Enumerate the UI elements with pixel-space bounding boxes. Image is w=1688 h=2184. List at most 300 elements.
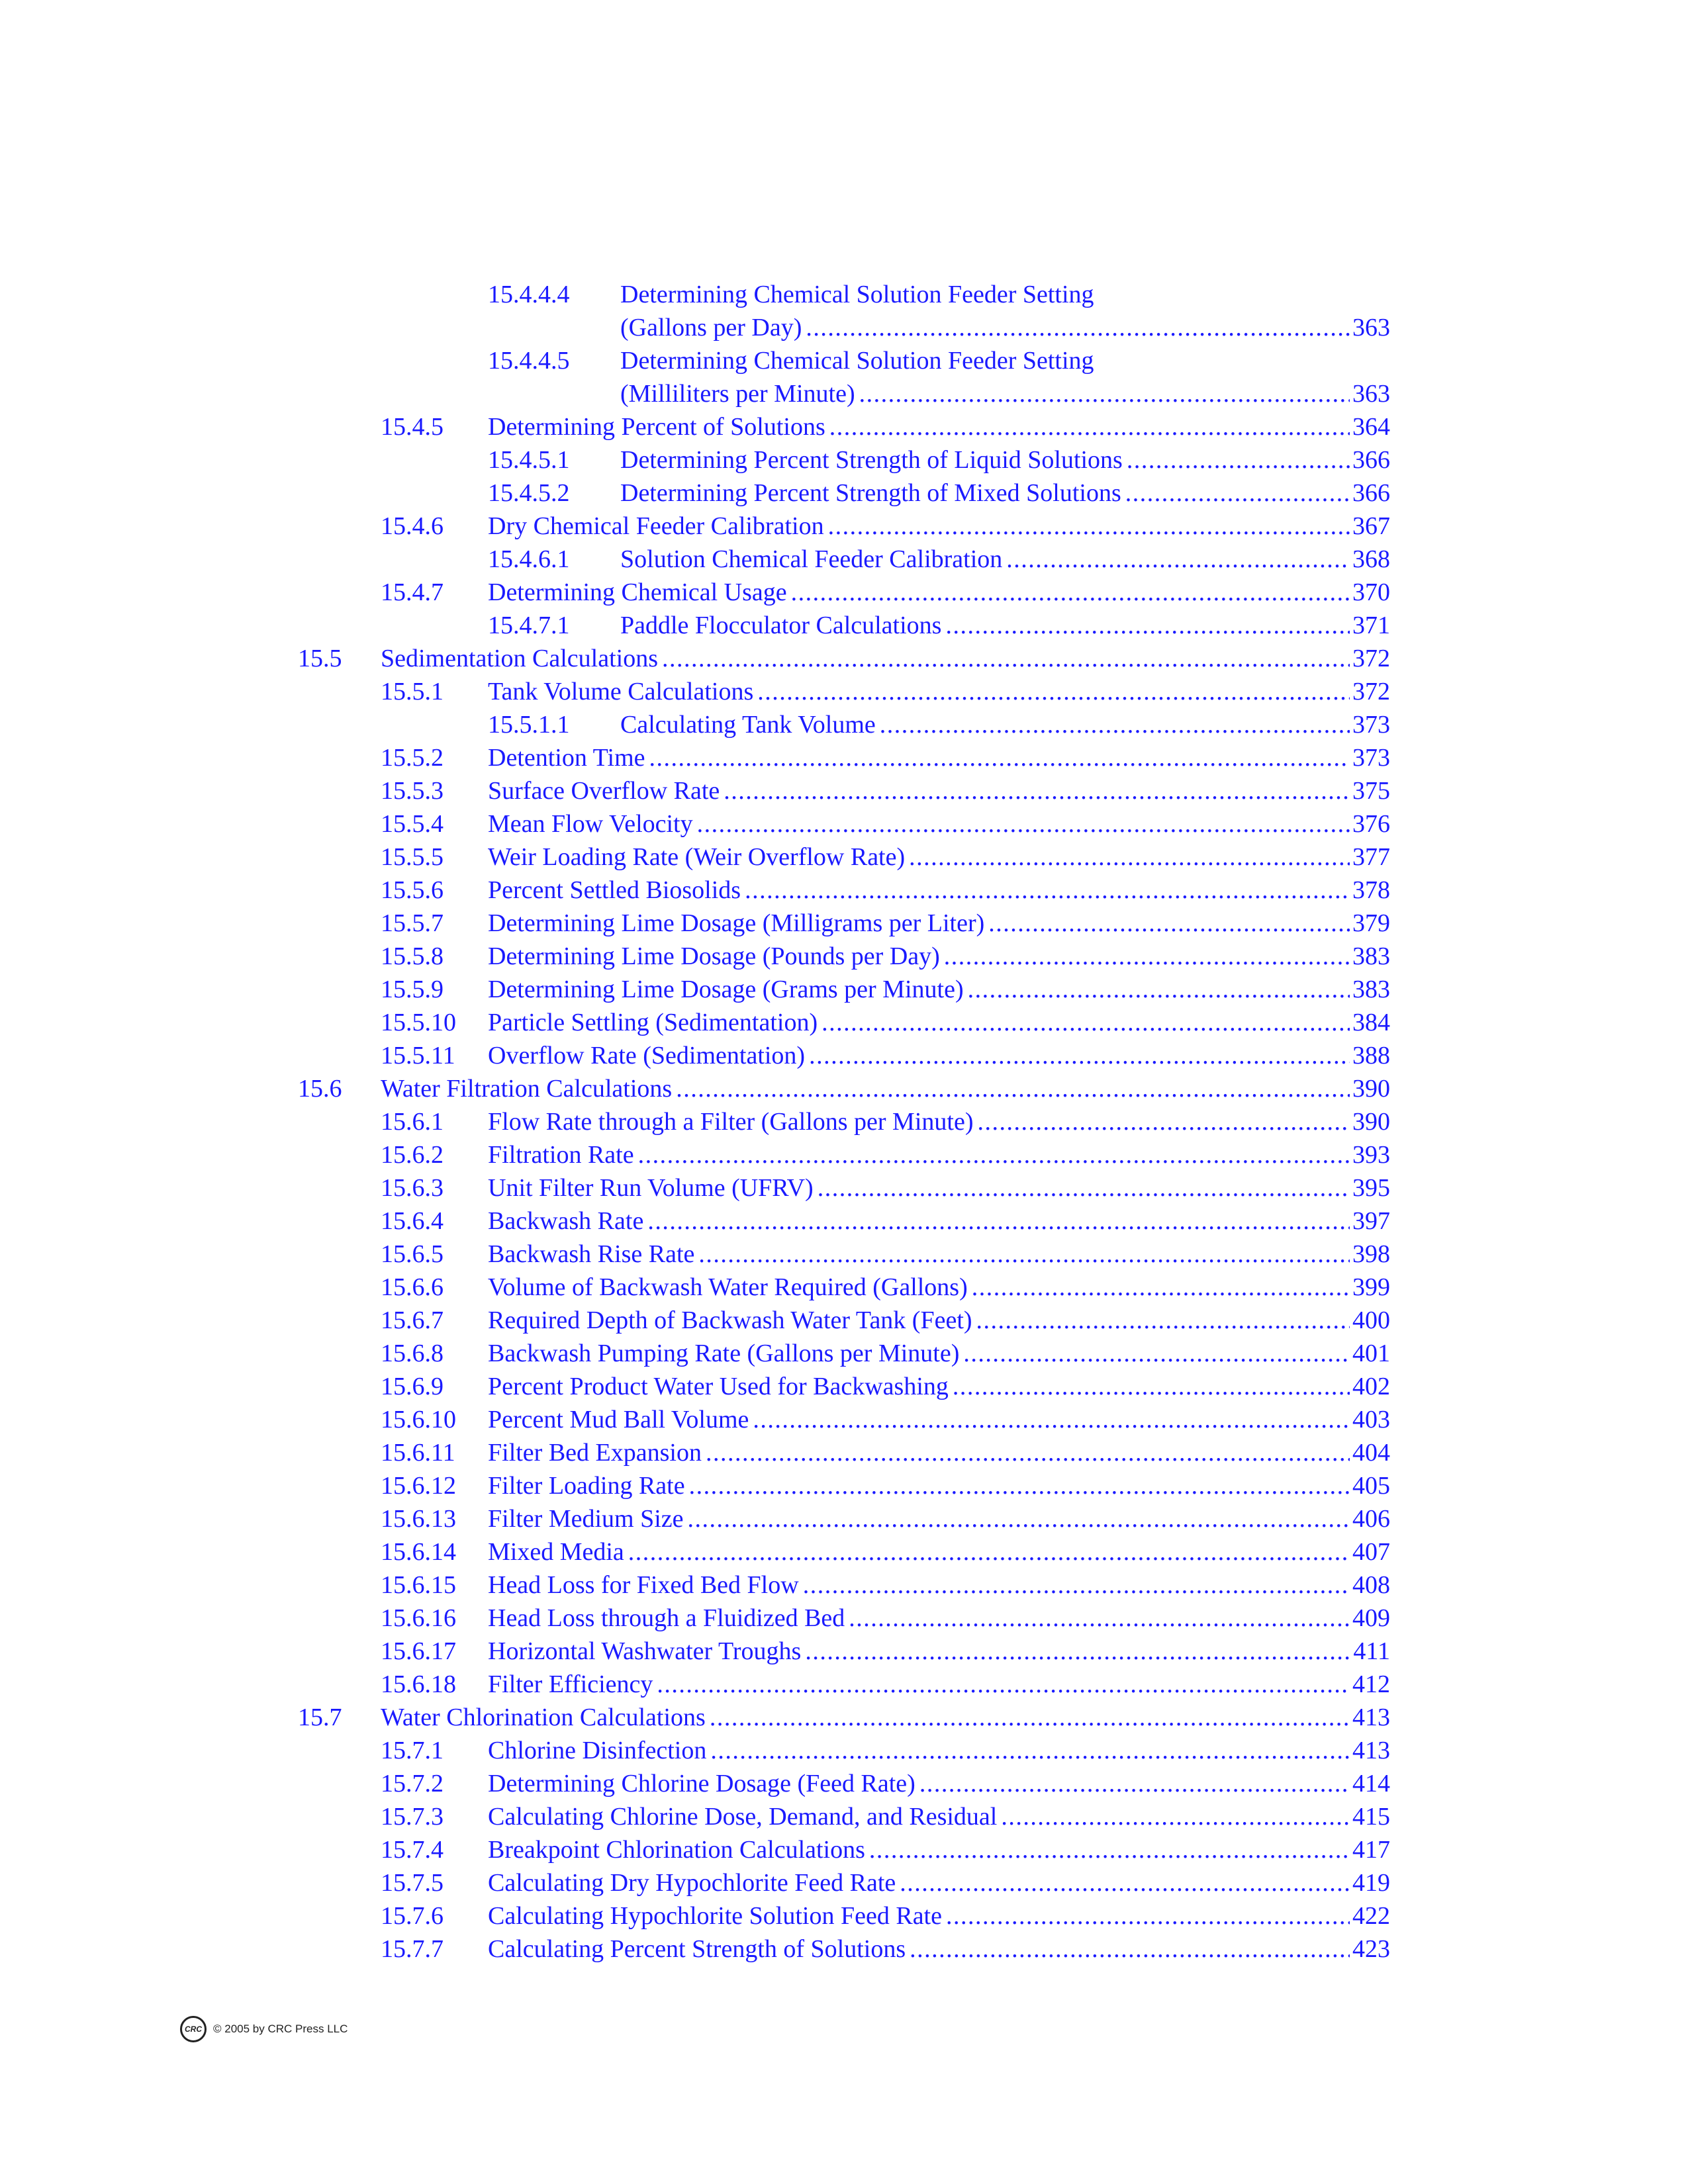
toc-entry-body [488,1436,1390,1469]
toc-entry-body [488,576,1390,609]
toc-entry[interactable] [298,1072,1390,1105]
dot-leader [944,940,1350,973]
dot-leader [688,1502,1350,1535]
dot-leader [689,1469,1350,1502]
toc-entry[interactable] [298,841,1390,874]
toc-entry-title: Detention Time [488,744,645,772]
toc-entry-title: Calculating Chlorine Dose, Demand, and Residual [488,1803,998,1831]
dot-leader [628,1535,1350,1569]
toc-entry-title: Determining Chemical Solution Feeder Setting [620,347,1094,375]
copyright-footer [180,2016,348,2042]
toc-entry-title: Determining Lime Dosage (Grams per Minute) [488,976,964,1003]
toc-entry-title: Mean Flow Velocity [488,810,693,838]
copyright-text: © 2005 by CRC Press LLC [213,2023,348,2035]
dot-leader [662,642,1350,675]
toc-entry-body [488,1502,1390,1535]
toc-entry-page: 390 [1352,1075,1390,1103]
toc-entry[interactable] [298,377,1390,410]
toc-entry-body [488,675,1390,708]
toc-entry-title: Surface Overflow Rate [488,777,720,805]
dot-leader [724,774,1350,807]
dot-leader [919,1767,1350,1800]
toc-entry-title: Solution Chemical Feeder Calibration [620,545,1003,573]
toc-entry-title: Filtration Rate [488,1141,634,1169]
table-of-contents [298,278,1390,1966]
toc-entry[interactable] [298,1635,1390,1668]
toc-entry[interactable] [298,1370,1390,1403]
toc-entry[interactable] [298,1899,1390,1933]
toc-entry-body [488,1138,1390,1171]
toc-entry-title: Volume of Backwash Water Required (Gallons) [488,1273,968,1301]
toc-entry[interactable] [298,1337,1390,1370]
toc-entry-number: 15.4.5.1 [488,446,570,474]
toc-entry-title: Determining Percent of Solutions [488,413,825,441]
dot-leader [968,973,1350,1006]
toc-entry-body [381,1701,1390,1734]
toc-entry-title: Tank Volume Calculations [488,678,754,705]
dot-leader [972,1271,1350,1304]
toc-entry-page: 373 [1352,744,1390,772]
toc-entry-body [488,1006,1390,1039]
toc-entry-body [488,741,1390,774]
toc-entry-number: 15.6.14 [381,1538,456,1566]
toc-entry-number: 15.6.7 [381,1306,444,1334]
toc-entry-body [488,1171,1390,1205]
dot-leader [805,1635,1350,1668]
toc-entry-title: Horizontal Washwater Troughs [488,1637,802,1665]
toc-entry-number: 15.5.2 [381,744,444,772]
toc-entry[interactable] [298,807,1390,841]
toc-entry-page: 366 [1352,446,1390,474]
dot-leader [869,1833,1350,1866]
toc-entry-number: 15.7.2 [381,1770,444,1797]
toc-entry-page: 377 [1352,843,1390,871]
toc-entry[interactable] [298,973,1390,1006]
dot-leader [859,377,1350,410]
toc-entry-page: 412 [1352,1670,1390,1698]
dot-leader [1001,1800,1350,1833]
toc-entry-page: 401 [1352,1340,1390,1367]
toc-entry-title: Paddle Flocculator Calculations [620,612,942,639]
dot-leader [649,741,1350,774]
toc-entry-number: 15.5.5 [381,843,444,871]
toc-entry[interactable] [298,1502,1390,1535]
toc-entry-body [488,1635,1390,1668]
toc-entry-title: Determining Percent Strength of Liquid Solutions [620,446,1123,474]
toc-entry[interactable] [298,1469,1390,1502]
toc-entry[interactable] [298,443,1390,477]
toc-entry-title: Sedimentation Calculations [381,645,658,672]
toc-entry[interactable] [298,609,1390,642]
toc-entry-body [488,1337,1390,1370]
toc-entry-page: 422 [1352,1902,1390,1930]
toc-entry-title: Head Loss through a Fluidized Bed [488,1604,845,1632]
toc-entry-number: 15.7.6 [381,1902,444,1930]
toc-entry-number: 15.6.2 [381,1141,444,1169]
toc-entry-number: 15.5.11 [381,1042,455,1069]
toc-entry[interactable] [298,1602,1390,1635]
toc-entry-body [488,1899,1390,1933]
toc-entry[interactable] [298,1105,1390,1138]
toc-entry-page: 384 [1352,1009,1390,1036]
toc-entry-title: Determining Lime Dosage (Milligrams per Liter) [488,909,985,937]
toc-entry-number: 15.7 [298,1704,342,1731]
toc-entry-number: 15.4.5.2 [488,479,570,507]
toc-entry-body [488,1734,1390,1767]
dot-leader [710,1701,1350,1734]
toc-entry[interactable] [298,1734,1390,1767]
toc-entry[interactable] [298,576,1390,609]
toc-entry-number: 15.4.7.1 [488,612,570,639]
dot-leader [638,1138,1350,1171]
toc-entry[interactable] [298,1800,1390,1833]
toc-entry-title: Percent Settled Biosolids [488,876,741,904]
toc-entry[interactable] [298,410,1390,443]
toc-entry-body [488,807,1390,841]
toc-entry-body [620,443,1390,477]
toc-entry-body [488,1469,1390,1502]
dot-leader [849,1602,1350,1635]
toc-entry[interactable] [298,907,1390,940]
toc-entry-number: 15.6 [298,1075,342,1103]
toc-entry-body [488,973,1390,1006]
toc-entry-title: Calculating Dry Hypochlorite Feed Rate [488,1869,896,1897]
toc-entry[interactable] [298,1304,1390,1337]
toc-entry-title: Flow Rate through a Filter (Gallons per Minute) [488,1108,974,1136]
toc-entry-page: 413 [1352,1737,1390,1764]
toc-entry-number: 15.6.1 [381,1108,444,1136]
toc-entry-body [488,1370,1390,1403]
toc-entry-number: 15.6.10 [381,1406,456,1433]
toc-entry[interactable] [298,940,1390,973]
toc-entry-body [488,1833,1390,1866]
toc-entry-number: 15.7.4 [381,1836,444,1864]
toc-entry-number: 15.4.6 [381,512,444,540]
toc-entry[interactable] [298,1171,1390,1205]
toc-entry-body [488,1767,1390,1800]
toc-entry-body [488,907,1390,940]
toc-entry[interactable] [298,1205,1390,1238]
toc-entry-number: 15.6.17 [381,1637,456,1665]
dot-leader [698,1238,1350,1271]
toc-entry-number: 15.7.1 [381,1737,444,1764]
dot-leader [900,1866,1350,1899]
toc-entry-page: 372 [1352,645,1390,672]
toc-entry[interactable] [298,477,1390,510]
dot-leader [757,675,1350,708]
toc-entry-title: Dry Chemical Feeder Calibration [488,512,824,540]
crc-logo: CRC [180,2016,207,2042]
toc-entry-body [620,278,1390,311]
toc-entry-body [488,1403,1390,1436]
dot-leader [821,1006,1350,1039]
dot-leader [706,1436,1350,1469]
toc-entry-title: Particle Settling (Sedimentation) [488,1009,818,1036]
toc-entry-page: 364 [1352,413,1390,441]
toc-entry[interactable] [298,1933,1390,1966]
dot-leader [809,1039,1350,1072]
dot-leader [753,1403,1350,1436]
toc-entry[interactable] [298,1668,1390,1701]
toc-entry[interactable] [298,1701,1390,1734]
toc-entry-number: 15.5.4 [381,810,444,838]
toc-entry-page: 397 [1352,1207,1390,1235]
toc-entry-number: 15.5.9 [381,976,444,1003]
toc-entry-number: 15.5.10 [381,1009,456,1036]
toc-entry-body [620,708,1390,741]
toc-entry-page: 370 [1352,578,1390,606]
toc-entry-number: 15.5.6 [381,876,444,904]
toc-entry-body [620,311,1390,344]
toc-entry-number: 15.6.15 [381,1571,456,1599]
dot-leader [1127,443,1350,477]
toc-entry[interactable] [298,1138,1390,1171]
toc-entry-number: 15.7.3 [381,1803,444,1831]
toc-entry-page: 415 [1352,1803,1390,1831]
toc-entry-page: 367 [1352,512,1390,540]
toc-entry-number: 15.6.18 [381,1670,456,1698]
dot-leader [697,807,1350,841]
toc-entry[interactable] [298,1436,1390,1469]
toc-entry[interactable] [298,1833,1390,1866]
toc-entry[interactable] [298,1767,1390,1800]
toc-entry-title: Determining Chlorine Dosage (Feed Rate) [488,1770,915,1797]
toc-entry-number: 15.4.7 [381,578,444,606]
dot-leader [710,1734,1350,1767]
toc-entry-title: Determining Lime Dosage (Pounds per Day) [488,942,940,970]
toc-entry-number: 15.6.5 [381,1240,444,1268]
toc-entry-page: 407 [1352,1538,1390,1566]
dot-leader [909,841,1350,874]
toc-entry-body [381,642,1390,675]
dot-leader [945,609,1350,642]
toc-entry-number: 15.7.7 [381,1935,444,1963]
toc-entry-page: 417 [1352,1836,1390,1864]
toc-entry-page: 363 [1352,380,1390,408]
toc-entry-page: 390 [1352,1108,1390,1136]
toc-entry-page: 411 [1353,1637,1390,1665]
toc-entry-number: 15.6.3 [381,1174,444,1202]
toc-entry[interactable] [298,311,1390,344]
dot-leader [1125,477,1350,510]
toc-entry-body [488,774,1390,807]
toc-entry-page: 368 [1352,545,1390,573]
toc-entry-number: 15.6.6 [381,1273,444,1301]
toc-entry-page: 379 [1352,909,1390,937]
dot-leader [657,1668,1350,1701]
toc-entry[interactable] [298,774,1390,807]
toc-entry-number: 15.4.5 [381,413,444,441]
toc-entry-page: 395 [1352,1174,1390,1202]
toc-entry-number: 15.4.4.5 [488,347,570,375]
toc-entry-body [488,1039,1390,1072]
toc-entry-title: Determining Chemical Solution Feeder Setting [620,281,1094,308]
toc-entry-page: 383 [1352,976,1390,1003]
toc-entry-body [488,1602,1390,1635]
toc-entry-page: 403 [1352,1406,1390,1433]
toc-entry-page: 366 [1352,479,1390,507]
dot-leader [676,1072,1350,1105]
toc-entry-page: 373 [1352,711,1390,739]
toc-entry-title: Determining Chemical Usage [488,578,787,606]
dot-leader [978,1105,1350,1138]
toc-entry-title: Filter Efficiency [488,1670,653,1698]
dot-leader [976,1304,1350,1337]
toc-entry-page: 413 [1352,1704,1390,1731]
toc-entry-title: Overflow Rate (Sedimentation) [488,1042,806,1069]
toc-entry-body [488,1569,1390,1602]
dot-leader [963,1337,1350,1370]
toc-entry-title: Backwash Rate [488,1207,644,1235]
dot-leader [946,1899,1350,1933]
toc-entry[interactable] [298,344,1390,377]
toc-entry-page: 376 [1352,810,1390,838]
toc-entry-body [620,344,1390,377]
toc-entry-body [620,377,1390,410]
dot-leader [803,1569,1350,1602]
toc-entry-page: 423 [1352,1935,1390,1963]
toc-entry-page: 372 [1352,678,1390,705]
toc-entry-body [488,1304,1390,1337]
toc-entry-body [488,940,1390,973]
toc-entry-body [488,1800,1390,1833]
toc-entry-number: 15.5.8 [381,942,444,970]
dot-leader [829,410,1350,443]
toc-entry[interactable] [298,1403,1390,1436]
toc-entry-number: 15.5.7 [381,909,444,937]
toc-entry-page: 375 [1352,777,1390,805]
toc-entry-title: (Gallons per Day) [620,314,802,341]
toc-entry-number: 15.6.12 [381,1472,456,1500]
toc-entry-body [488,1271,1390,1304]
toc-entry-number: 15.5.3 [381,777,444,805]
toc-entry-body [488,1866,1390,1899]
toc-entry-page: 399 [1352,1273,1390,1301]
toc-entry-body [488,1668,1390,1701]
toc-entry-body [620,477,1390,510]
toc-entry-title: Backwash Pumping Rate (Gallons per Minute) [488,1340,960,1367]
toc-entry-title: Percent Mud Ball Volume [488,1406,749,1433]
toc-entry-title: Filter Bed Expansion [488,1439,702,1467]
toc-entry-body [620,543,1390,576]
toc-entry-number: 15.5 [298,645,342,672]
toc-entry-body [381,1072,1390,1105]
toc-entry-number: 15.6.8 [381,1340,444,1367]
toc-entry-page: 409 [1352,1604,1390,1632]
toc-entry-number: 15.5.1.1 [488,711,570,739]
toc-entry-title: Unit Filter Run Volume (UFRV) [488,1174,814,1202]
toc-entry-title: Filter Medium Size [488,1505,684,1533]
toc-entry-body [488,874,1390,907]
toc-entry-body [488,1535,1390,1569]
toc-entry-page: 393 [1352,1141,1390,1169]
toc-entry[interactable] [298,543,1390,576]
toc-entry-title: Filter Loading Rate [488,1472,685,1500]
toc-entry-body [488,410,1390,443]
dot-leader [828,510,1350,543]
toc-entry-number: 15.5.1 [381,678,444,705]
toc-entry-number: 15.6.11 [381,1439,455,1467]
toc-entry[interactable] [298,675,1390,708]
toc-entry-page: 378 [1352,876,1390,904]
toc-entry-title: Calculating Hypochlorite Solution Feed Rate [488,1902,942,1930]
toc-entry-body [488,1933,1390,1966]
toc-entry-page: 400 [1352,1306,1390,1334]
toc-entry[interactable] [298,874,1390,907]
toc-entry-page: 402 [1352,1373,1390,1400]
toc-entry-page: 419 [1352,1869,1390,1897]
toc-entry-page: 398 [1352,1240,1390,1268]
dot-leader [880,708,1350,741]
toc-entry[interactable] [298,1866,1390,1899]
toc-entry-page: 383 [1352,942,1390,970]
toc-entry-page: 388 [1352,1042,1390,1069]
toc-entry-number: 15.4.6.1 [488,545,570,573]
toc-entry[interactable] [298,1006,1390,1039]
toc-entry-title: Chlorine Disinfection [488,1737,707,1764]
toc-entry[interactable] [298,1039,1390,1072]
toc-entry[interactable] [298,510,1390,543]
toc-entry-number: 15.6.13 [381,1505,456,1533]
toc-entry-page: 363 [1352,314,1390,341]
dot-leader [953,1370,1350,1403]
dot-leader [818,1171,1350,1205]
toc-entry-page: 371 [1352,612,1390,639]
dot-leader [647,1205,1350,1238]
toc-entry-title: Mixed Media [488,1538,624,1566]
toc-entry[interactable] [298,1569,1390,1602]
toc-entry-number: 15.6.16 [381,1604,456,1632]
toc-entry-body [488,1238,1390,1271]
toc-entry-number: 15.6.9 [381,1373,444,1400]
toc-entry-body [488,1205,1390,1238]
toc-entry[interactable] [298,741,1390,774]
toc-entry-number: 15.6.4 [381,1207,444,1235]
toc-entry-title: Calculating Percent Strength of Solutions [488,1935,906,1963]
toc-entry-title: (Milliliters per Minute) [620,380,855,408]
toc-entry[interactable] [298,708,1390,741]
toc-entry-body [488,510,1390,543]
toc-entry-title: Calculating Tank Volume [620,711,876,739]
toc-entry-title: Determining Percent Strength of Mixed Solutions [620,479,1121,507]
toc-entry-number: 15.4.4.4 [488,281,570,308]
toc-entry-body [620,609,1390,642]
toc-entry-page: 405 [1352,1472,1390,1500]
toc-entry[interactable] [298,1271,1390,1304]
toc-entry[interactable] [298,1238,1390,1271]
toc-entry-title: Backwash Rise Rate [488,1240,695,1268]
toc-entry-page: 414 [1352,1770,1390,1797]
dot-leader [1006,543,1350,576]
toc-entry-page: 404 [1352,1439,1390,1467]
toc-entry-page: 408 [1352,1571,1390,1599]
toc-entry[interactable] [298,1535,1390,1569]
toc-entry-title: Breakpoint Chlorination Calculations [488,1836,865,1864]
toc-entry-title: Water Filtration Calculations [381,1075,673,1103]
toc-entry-title: Water Chlorination Calculations [381,1704,706,1731]
dot-leader [910,1933,1350,1966]
toc-entry-title: Required Depth of Backwash Water Tank (Feet) [488,1306,972,1334]
toc-entry-title: Percent Product Water Used for Backwashing [488,1373,949,1400]
toc-entry-body [488,841,1390,874]
toc-entry[interactable] [298,642,1390,675]
toc-entry-page: 406 [1352,1505,1390,1533]
dot-leader [806,311,1350,344]
toc-entry[interactable] [298,278,1390,311]
dot-leader [745,874,1350,907]
toc-entry-title: Weir Loading Rate (Weir Overflow Rate) [488,843,906,871]
toc-entry-title: Head Loss for Fixed Bed Flow [488,1571,799,1599]
